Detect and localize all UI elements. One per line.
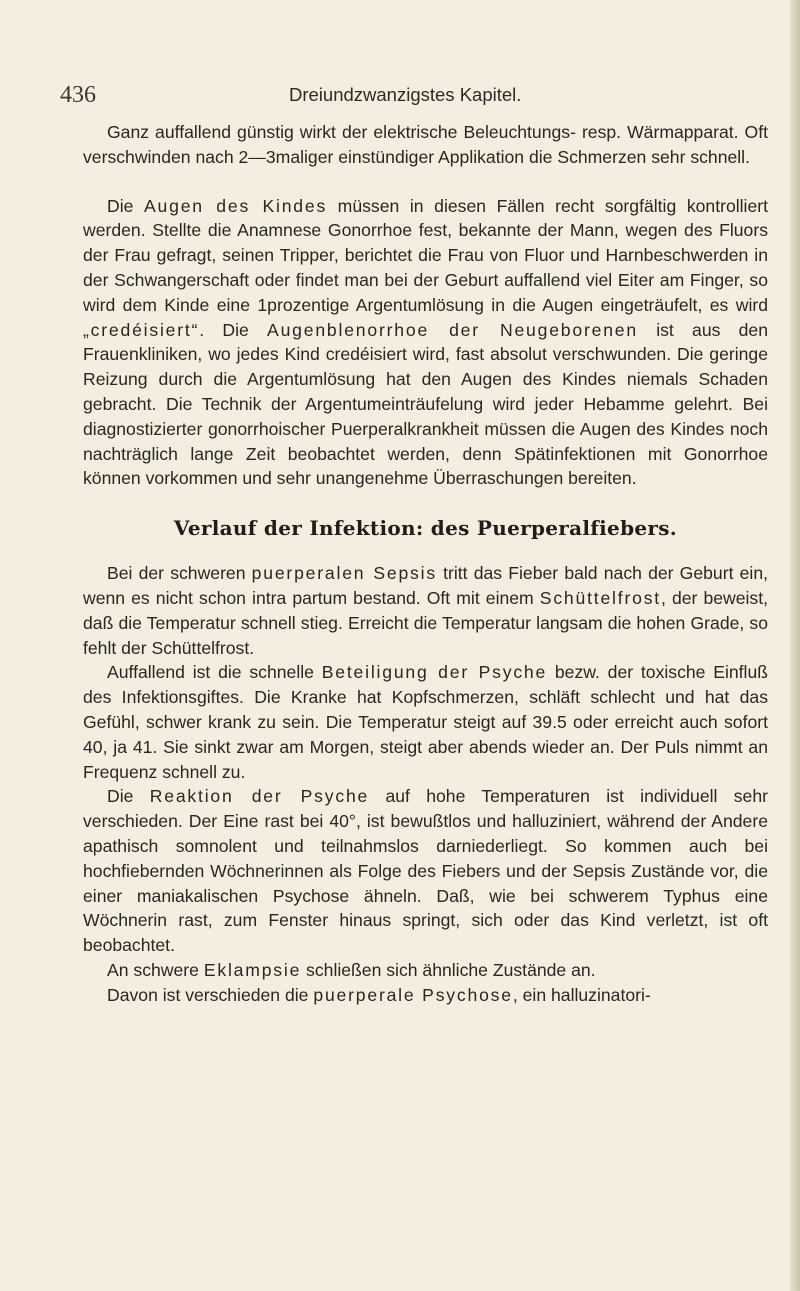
spaced-term-augenblenorrhoe: Augenblenorrhoe der Neugeborenen: [267, 319, 638, 340]
paragraph-reaction: Die Reaktion der Psyche auf hohe Temperaturen ist individuell sehr verschieden. Der Eine rast bei 40°, ist bewußtlos und halluziniert, während der Andere apathisch somnolent und teilnahmslos darniederliegt. So kommen auch bei hochfiebernden Wöchnerinnen als Folge des Fiebers und der Sepsis Zustände vor, die einer maniakalischen Psychose ähneln. Daß, wie bei schwerem Typhus eine Wöchnerin rast, zum Fenster hinaus springt, sich oder das Kind verletzt, ist oft beobachtet.: [83, 786, 768, 956]
spaced-term-augen-des-kindes: Augen des Kindes: [144, 195, 328, 216]
spaced-term-reaktion-der-psyche: Reaktion der Psyche: [149, 786, 370, 807]
spaced-term-puerperale-sepsis: puerperalen Sepsis: [251, 563, 437, 584]
running-head: Dreiundzwanzigstes Kapitel.: [289, 84, 522, 105]
spaced-term-schuettelfrost: Schüttelfrost: [539, 587, 661, 608]
spaced-term-puerperale-psychose: puerperale Psychose: [313, 984, 513, 1005]
paragraph-sepsis: Bei der schweren puerperalen Sepsis tritt das Fieber bald nach der Geburt ein, wenn es nicht schon intra partum bestand. Oft mit einem Schüttelfrost, der beweist, daß die Temperatur schnell stieg. Erreicht die Temperatur langsam die hohen Grade, so fehlt der Schüttelfrost.: [83, 563, 769, 658]
body-text: [83, 120, 768, 1008]
spaced-term-eklampsie: Eklampsie: [203, 959, 302, 980]
page-header: [0, 80, 800, 110]
section-heading: Verlauf der Infektion: des Puerperalfiebers.: [173, 516, 678, 541]
paragraph-electric-apparatus: Ganz auffallend günstig wirkt der elektrische Beleuchtungs- resp. Wärmapparat. Oft verschwinden nach 2—3maliger einstündiger Applikation die Schmerzen sehr schnell.: [83, 122, 768, 167]
spaced-term-credeisiert: „credéisiert“: [83, 319, 200, 340]
page-number: 436: [60, 82, 96, 108]
page-edge-shadow: [790, 0, 800, 1291]
paragraph-psyche: Auffallend ist die schnelle Beteiligung der Psyche bezw. der toxische Einfluß des Infektionsgiftes. Die Kranke hat Kopfschmerzen, schläft schlecht und hat das Gefühl, schwer krank zu sein. Die Temperatur steigt auf 39.5 oder erreicht auch sofort 40, ja 41. Sie sinkt zwar am Morgen, steigt aber abends wieder an. Der Puls nimmt an Frequenz schnell zu.: [83, 662, 768, 782]
paragraph-eklampsie: An schwere Eklampsie schließen sich ähnliche Zustände an.: [107, 959, 596, 980]
spaced-term-beteiligung-der-psyche: Beteiligung der Psyche: [321, 662, 548, 683]
paragraph-eyes-of-child: Die Augen des Kindes müssen in diesen Fällen recht sorgfältig kontrolliert werden. Stellte die Anamnese Gonorrhoe fest, bekannte der Mann, wegen des Fluors der Frau gefragt, seinen Tripper, berichtet die Frau von Fluor und Harnbeschwerden in der Schwangerschaft oder findet man bei der Geburt auffallend viel Eiter am Finger, so wird dem Kinde eine 1prozentige Argentumlösung in die Augen eingeträufelt, es wird „credéisiert“. Die Augenblenorrhoe der Neugeborenen ist aus den Frauenkliniken, wo jedes Kind credéisiert wird, fast absolut verschwunden. Die geringe Reizung durch die Argentumlösung hat den Augen des Kindes niemals Schaden gebracht. Die Technik der Argentumeinträufelung wird jeder Hebamme gelehrt. Bei diagnostizierter gonorrhoischer Puerperalkrankheit müssen die Augen des Kindes noch nachträglich lange Zeit beobachtet werden, denn Spätinfektionen mit Gonorrhoe können vorkommen und sehr unangenehme Überraschungen bereiten.: [83, 195, 768, 489]
paragraph-psychose: Davon ist verschieden die puerperale Psychose, ein halluzinatori-: [107, 984, 651, 1005]
